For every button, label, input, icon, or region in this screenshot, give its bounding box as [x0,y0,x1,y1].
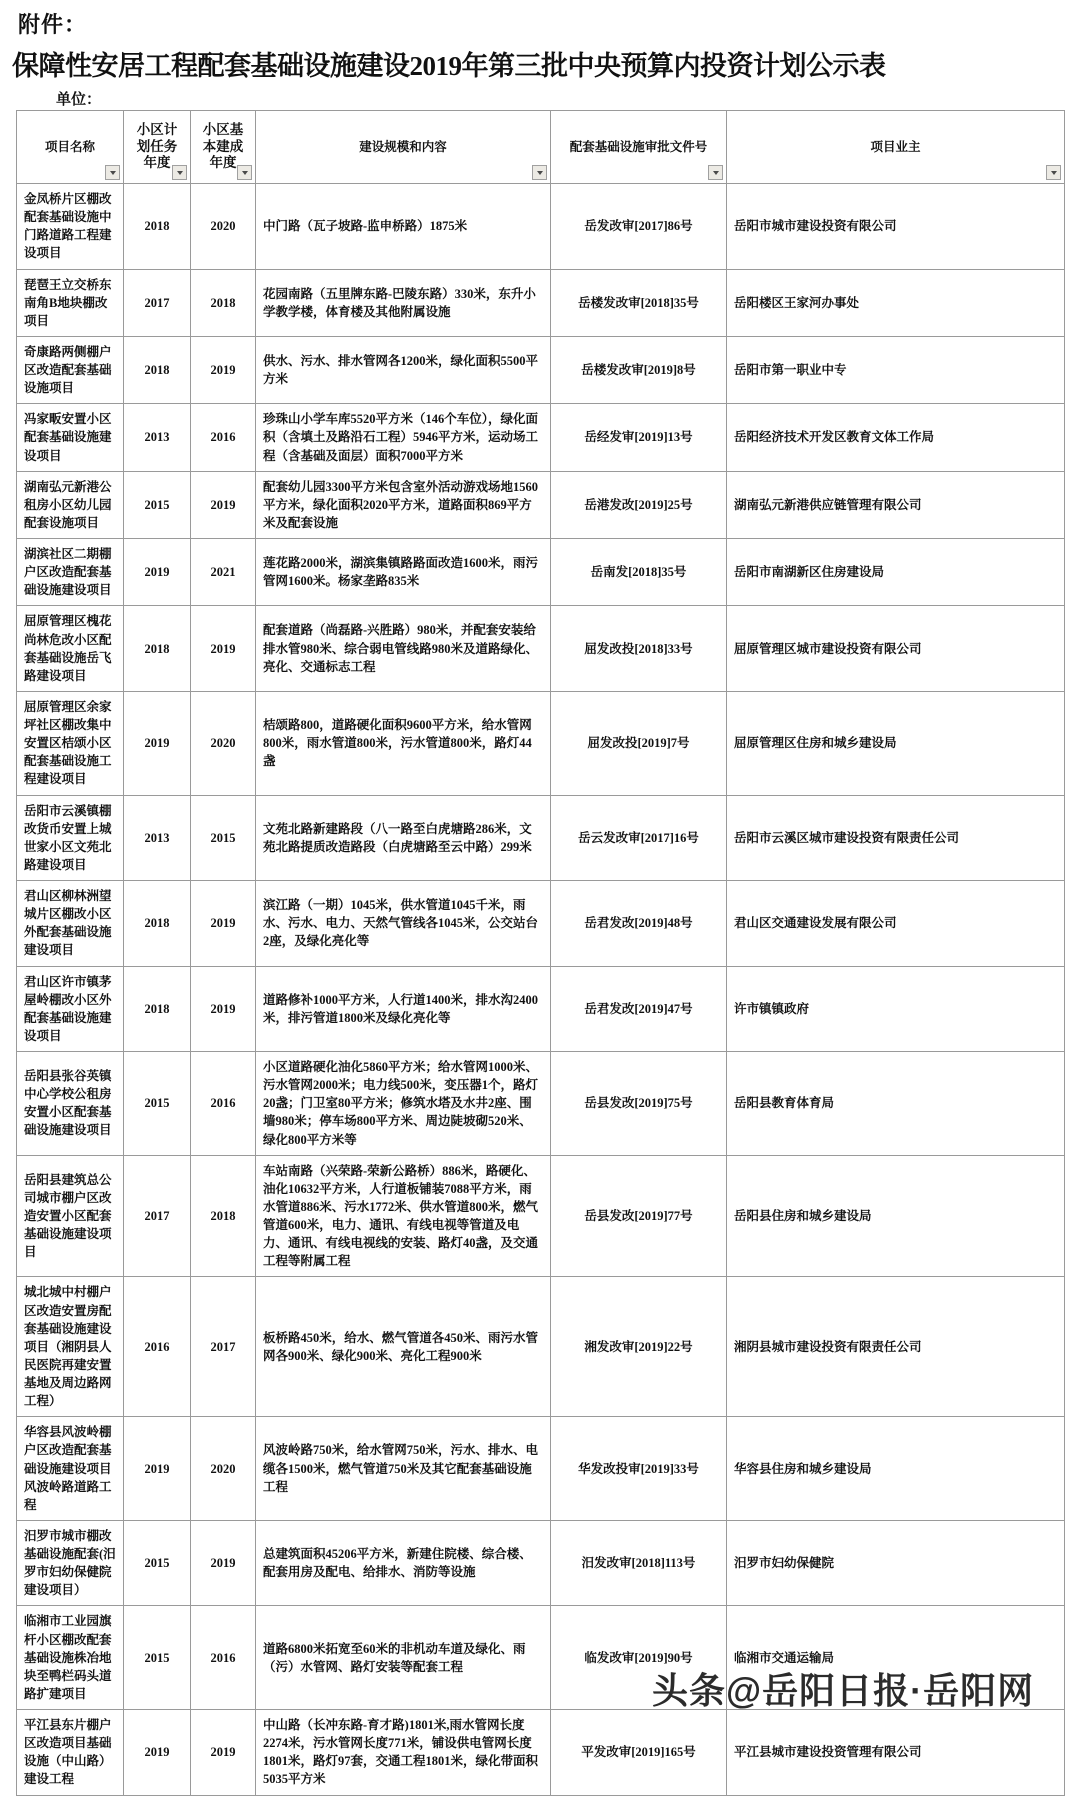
cell-owner: 君山区交通建设发展有限公司 [727,881,1065,967]
cell-doc: 汨发改审[2018]113号 [551,1520,727,1606]
table-row [17,1052,1065,1156]
attachment-label: 附件： [18,12,88,37]
cell-owner: 平江县城市建设投资管理有限公司 [727,1710,1065,1796]
cell-owner: 岳阳市城市建设投资有限公司 [727,184,1065,270]
cell-scope: 配套道路（尚磊路-兴胜路）980米，并配套安装给排水管980米、综合弱电管线路980米及道路绿化、亮化、交通标志工程 [256,606,551,692]
cell-name: 平江县东片棚户区改造项目基础设施（中山路）建设工程 [17,1710,124,1796]
cell-name: 临湘市工业园旗杆小区棚改配套基础设施株冶地块至鸭栏码头道路扩建项目 [17,1606,124,1710]
cell-owner: 屈原管理区住房和城乡建设局 [727,691,1065,795]
cell-name: 城北城中村棚户区改造安置房配套基础设施建设项目（湘阴县人民医院再建安置基地及周边路网工程） [17,1277,124,1417]
cell-doc: 岳楼发改审[2019]8号 [551,336,727,403]
column-header-approval-doc-label: 配套基础设施审批文件号 [569,139,708,154]
cell-owner: 岳阳经济技术开发区教育文体工作局 [727,404,1065,471]
cell-name: 岳阳县建筑总公司城市棚户区改造安置小区配套基础设施建设项目 [17,1155,124,1277]
cell-name: 屈原管理区槐花尚林危改小区配套基础设施岳飞路建设项目 [17,606,124,692]
column-header-owner [727,111,1065,184]
cell-done: 2019 [191,1710,256,1796]
chevron-down-icon [713,171,719,175]
table-row [17,606,1065,692]
table-row [17,1417,1065,1521]
cell-plan: 2015 [124,1052,191,1156]
cell-owner: 屈原管理区城市建设投资有限公司 [727,606,1065,692]
cell-name: 奇康路两侧棚户区改造配套基础设施项目 [17,336,124,403]
cell-name: 湖南弘元新港公租房小区幼儿园配套设施项目 [17,471,124,538]
column-header-completion-year-label: 小区基本建成年度 [202,121,244,171]
cell-plan: 2013 [124,795,191,881]
cell-name: 君山区柳林洲望城片区棚改小区外配套基础设施建设项目 [17,881,124,967]
cell-doc: 岳君发改[2019]48号 [551,881,727,967]
cell-scope: 中门路（瓦子坡路-监申桥路）1875米 [256,184,551,270]
cell-name: 湖滨社区二期棚户区改造配套基础设施建设项目 [17,539,124,606]
column-header-scope [256,111,551,184]
cell-plan: 2019 [124,1417,191,1521]
cell-doc: 临发改审[2019]90号 [551,1606,727,1710]
cell-doc: 岳县发改[2019]75号 [551,1052,727,1156]
cell-plan: 2016 [124,1277,191,1417]
cell-done: 2018 [191,269,256,336]
cell-owner: 临湘市交通运输局 [727,1606,1065,1710]
chevron-down-icon [1051,171,1057,175]
table-row [17,881,1065,967]
cell-doc: 岳发改审[2017]86号 [551,184,727,270]
column-header-plan-year [124,111,191,184]
cell-plan: 2019 [124,539,191,606]
cell-done: 2019 [191,606,256,692]
cell-done: 2015 [191,795,256,881]
cell-scope: 道路6800米拓宽至60米的非机动车道及绿化、雨（污）水管网、路灯安装等配套工程 [256,1606,551,1710]
cell-name: 岳阳县张谷英镇中心学校公租房安置小区配套基础设施建设项目 [17,1052,124,1156]
column-header-plan-year-label: 小区计划任务年度 [136,121,178,171]
cell-name: 冯家畈安置小区配套基础设施建设项目 [17,404,124,471]
cell-doc: 湘发改审[2019]22号 [551,1277,727,1417]
cell-done: 2020 [191,1417,256,1521]
cell-plan: 2015 [124,471,191,538]
investment-plan-table-wrapper [16,110,1064,1796]
cell-plan: 2019 [124,1710,191,1796]
cell-done: 2017 [191,1277,256,1417]
filter-dropdown-approval-doc[interactable] [708,165,723,180]
cell-plan: 2018 [124,966,191,1052]
cell-name: 屈原管理区余家坪社区棚改集中安置区桔颂小区配套基础设施工程建设项目 [17,691,124,795]
column-header-owner-label: 项目业主 [870,139,921,154]
cell-scope: 花园南路（五里牌东路-巴陵东路）330米，东升小学教学楼，体育楼及其他附属设施 [256,269,551,336]
cell-owner: 湘阴县城市建设投资有限责任公司 [727,1277,1065,1417]
cell-owner: 岳阳县教育体育局 [727,1052,1065,1156]
column-header-completion-year [191,111,256,184]
chevron-down-icon [537,171,543,175]
cell-plan: 2015 [124,1520,191,1606]
cell-scope: 小区道路硬化油化5860平方米；给水管网1000米、污水管网2000米；电力线500米，变压器1个，路灯20盏；门卫室80平方米；修筑水塔及水井2座、围墙980米；停车场800平方米、周边陡坡砌520米、绿化800平方米等 [256,1052,551,1156]
table-row [17,691,1065,795]
cell-done: 2016 [191,404,256,471]
table-row [17,539,1065,606]
cell-doc: 岳经发审[2019]13号 [551,404,727,471]
cell-name: 岳阳市云溪镇棚改货币安置上城世家小区文苑北路建设项目 [17,795,124,881]
cell-plan: 2017 [124,1155,191,1277]
filter-dropdown-completion-year[interactable] [237,165,252,180]
chevron-down-icon [110,171,116,175]
cell-owner: 汨罗市妇幼保健院 [727,1520,1065,1606]
table-row [17,1710,1065,1796]
cell-scope: 板桥路450米，给水、燃气管道各450米、雨污水管网各900米、绿化900米、亮化工程900米 [256,1277,551,1417]
cell-done: 2020 [191,184,256,270]
cell-done: 2019 [191,471,256,538]
cell-owner: 岳阳市第一职业中专 [727,336,1065,403]
cell-scope: 文苑北路新建路段（八一路至白虎塘路286米，文苑北路提质改造路段（白虎塘路至云中路）299米 [256,795,551,881]
cell-scope: 配套幼儿园3300平方米包含室外活动游戏场地1560平方米，绿化面积2020平方米，道路面积869平方米及配套设施 [256,471,551,538]
table-row [17,404,1065,471]
cell-done: 2019 [191,1520,256,1606]
table-row [17,471,1065,538]
cell-scope: 供水、污水、排水管网各1200米，绿化面积5500平方米 [256,336,551,403]
page-title: 保障性安居工程配套基础设施建设2019年第三批中央预算内投资计划公示表 [12,51,886,81]
cell-scope: 总建筑面积45206平方米，新建住院楼、综合楼、配套用房及配电、给排水、消防等设施 [256,1520,551,1606]
unit-label: 单位： [56,92,102,108]
cell-plan: 2019 [124,691,191,795]
cell-doc: 岳楼发改审[2018]35号 [551,269,727,336]
cell-scope: 珍珠山小学车库5520平方米（146个车位），绿化面积（含填土及路沿石工程）5946平方米，运动场工程（含基础及面层）面积7000平方米 [256,404,551,471]
cell-scope: 中山路（长冲东路-育才路)1801米,雨水管网长度2274米，污水管网长度771米，铺设供电管网长度1801米，路灯97套，交通工程1801米，绿化带面积5035平方米 [256,1710,551,1796]
table-row [17,1155,1065,1277]
cell-name: 君山区许市镇茅屋岭棚改小区外配套基础设施建设项目 [17,966,124,1052]
chevron-down-icon [242,171,248,175]
cell-plan: 2018 [124,881,191,967]
cell-done: 2018 [191,1155,256,1277]
table-row [17,269,1065,336]
cell-doc: 平发改审[2019]165号 [551,1710,727,1796]
cell-done: 2019 [191,881,256,967]
cell-owner: 岳阳市南湖新区住房建设局 [727,539,1065,606]
table-header-row [17,111,1065,184]
cell-done: 2019 [191,966,256,1052]
cell-doc: 岳云发改审[2017]16号 [551,795,727,881]
cell-doc: 岳南发[2018]35号 [551,539,727,606]
cell-name: 金凤桥片区棚改配套基础设施中门路道路工程建设项目 [17,184,124,270]
watermark: 头条@岳阳日报·岳阳网 [652,1670,1035,1711]
cell-done: 2016 [191,1052,256,1156]
cell-owner: 岳阳市云溪区城市建设投资有限责任公司 [727,795,1065,881]
cell-done: 2021 [191,539,256,606]
cell-doc: 岳君发改[2019]47号 [551,966,727,1052]
chevron-down-icon [177,171,183,175]
filter-dropdown-owner[interactable] [1046,165,1061,180]
cell-done: 2016 [191,1606,256,1710]
cell-doc: 岳港发改[2019]25号 [551,471,727,538]
column-header-approval-doc [551,111,727,184]
cell-doc: 岳县发改[2019]77号 [551,1155,727,1277]
column-header-project-name-label: 项目名称 [44,139,95,154]
cell-scope: 桔颂路800，道路硬化面积9600平方米，给水管网800米，雨水管道800米，污水管道800米，路灯44盏 [256,691,551,795]
table-row [17,1277,1065,1417]
table-row [17,966,1065,1052]
cell-plan: 2017 [124,269,191,336]
table-row [17,336,1065,403]
investment-plan-table [16,110,1065,1796]
cell-plan: 2018 [124,606,191,692]
cell-plan: 2015 [124,1606,191,1710]
cell-owner: 岳阳县住房和城乡建设局 [727,1155,1065,1277]
cell-scope: 风波岭路750米，给水管网750米，污水、排水、电缆各1500米，燃气管道750米及其它配套基础设施工程 [256,1417,551,1521]
table-header [17,111,1065,184]
column-header-project-name [17,111,124,184]
cell-doc: 华发改投审[2019]33号 [551,1417,727,1521]
cell-scope: 道路修补1000平方米，人行道1400米，排水沟2400米，排污管道1800米及绿化亮化等 [256,966,551,1052]
filter-dropdown-scope[interactable] [532,165,547,180]
cell-doc: 屈发改投[2019]7号 [551,691,727,795]
table-row [17,1606,1065,1710]
table-row [17,795,1065,881]
cell-done: 2019 [191,336,256,403]
cell-name: 华容县风波岭棚户区改造配套基础设施建设项目风波岭路道路工程 [17,1417,124,1521]
cell-owner: 华容县住房和城乡建设局 [727,1417,1065,1521]
filter-dropdown-project-name[interactable] [105,165,120,180]
cell-done: 2020 [191,691,256,795]
cell-name: 汨罗市城市棚改基础设施配套(汨罗市妇幼保健院建设项目） [17,1520,124,1606]
table-row [17,184,1065,270]
filter-dropdown-plan-year[interactable] [172,165,187,180]
table-row [17,1520,1065,1606]
cell-doc: 屈发改投[2018]33号 [551,606,727,692]
table-body [17,184,1065,1796]
cell-scope: 滨江路（一期）1045米，供水管道1045千米，雨水、污水、电力、天然气管线各1045米，公交站台2座，及绿化亮化等 [256,881,551,967]
cell-owner: 岳阳楼区王家河办事处 [727,269,1065,336]
cell-owner: 许市镇镇政府 [727,966,1065,1052]
cell-scope: 车站南路（兴荣路-荣新公路桥）886米，路硬化、油化10632平方米，人行道板铺装7088平方米，雨水管道886米、污水1772米、供水管道800米，燃气管道600米，电力、通讯、有线电视等管道及电力、通讯、有线电视线的安装、路灯40盏，及交通工程等附属工程 [256,1155,551,1277]
cell-scope: 莲花路2000米，湖滨集镇路路面改造1600米，雨污管网1600米。杨家垄路835米 [256,539,551,606]
cell-plan: 2018 [124,336,191,403]
cell-plan: 2013 [124,404,191,471]
cell-plan: 2018 [124,184,191,270]
cell-owner: 湖南弘元新港供应链管理有限公司 [727,471,1065,538]
column-header-scope-label: 建设规模和内容 [359,139,447,154]
cell-name: 琵琶王立交桥东南角B地块棚改项目 [17,269,124,336]
